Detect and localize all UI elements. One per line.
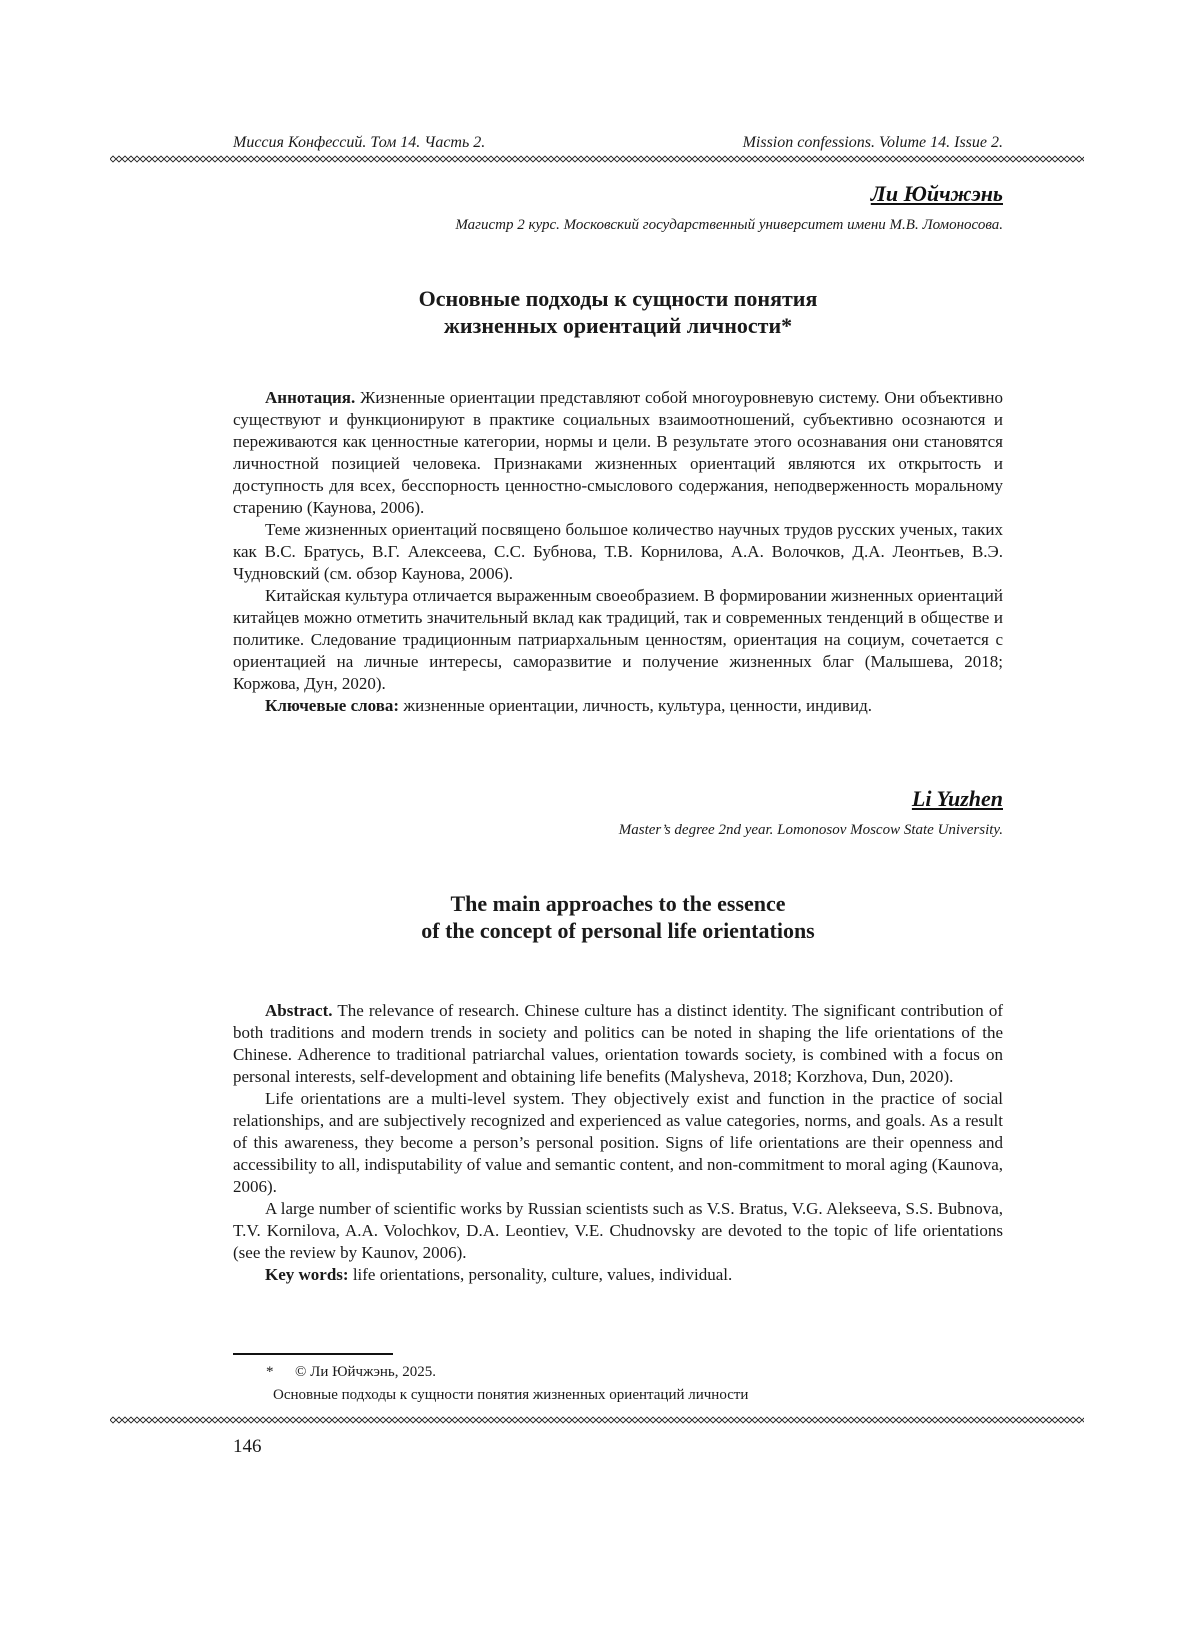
abstract-paragraph bbox=[233, 1000, 1003, 1088]
title-line: of the concept of personal life orientations bbox=[421, 918, 815, 943]
abstract-label: Abstract. bbox=[265, 1001, 333, 1020]
abstract-paragraph: A large number of scientific works by Russian scientists such as V.S. Bratus, V.G. Alekseeva, S.S. Bubnova, T.V. Kornilova, A.A. Volochkov, D.A. Leontiev, V.E. Chudnovsky are devoted to the topic of life orientations (see the review by Kaunov, 2006). bbox=[233, 1199, 1003, 1262]
abstract-text: The relevance of research. Chinese culture has a distinct identity. The significant contribution of both traditions and modern trends in society and politics can be noted in shaping the life orientations of the Chinese. Adherence to traditional patriarchal values, orientation towards society, is combined with a focus on personal interests, self-development and obtaining life benefits (Malysheva, 2018; Korzhova, Dun, 2020). bbox=[233, 1001, 1003, 1086]
author-name-en: Li Yuzhen bbox=[911, 786, 1003, 811]
abstract-paragraph bbox=[233, 387, 1003, 519]
ornament-divider-top bbox=[110, 155, 1084, 163]
title-line: жизненных ориентаций личности* bbox=[443, 313, 793, 338]
page-number: 146 bbox=[233, 1436, 262, 1457]
footnote-mark: * bbox=[266, 1364, 274, 1380]
keywords-label: Key words: bbox=[265, 1265, 349, 1284]
author-name-ru: Ли Юйчжэнь bbox=[870, 181, 1003, 206]
running-header-right: Mission confessions. Volume 14. Issue 2. bbox=[742, 134, 1003, 151]
title-line: The main approaches to the essence bbox=[450, 891, 786, 916]
keywords-text: life orientations, personality, culture, values, individual. bbox=[352, 1265, 733, 1284]
article-title-ru bbox=[233, 285, 1003, 339]
title-line: Основные подходы к сущности понятия bbox=[418, 286, 818, 311]
keywords-label: Ключевые слова: bbox=[265, 696, 400, 715]
keywords-paragraph bbox=[233, 695, 1003, 717]
ornament-divider-bottom bbox=[110, 1416, 1084, 1424]
keywords-text: жизненные ориентации, личность, культура, ценности, индивид. bbox=[403, 696, 872, 715]
footnote-title: Основные подходы к сущности понятия жизненных ориентаций личности bbox=[273, 1387, 749, 1403]
keywords-paragraph bbox=[233, 1264, 1003, 1286]
article-title-en bbox=[233, 890, 1003, 944]
abstract-paragraph: Теме жизненных ориентаций посвящено большое количество научных трудов русских ученых, таких как В.С. Братусь, В.Г. Алексеева, С.С. Бубнова, Т.В. Корнилова, А.А. Волочков, Д.А. Леонтьев, В.Э. Чудновский (см. обзор Каунова, 2006). bbox=[233, 520, 1003, 583]
running-header-left: Миссия Конфессий. Том 14. Часть 2. bbox=[233, 134, 486, 151]
abstract-en bbox=[233, 1000, 1003, 1286]
abstract-paragraph: Life orientations are a multi-level system. They objectively exist and function in the practice of social relationships, and are subjectively recognized and experienced as value categories, norms, and goals. As a result of this awareness, they become a person’s personal position. Signs of life orientations are their openness and accessibility to all, indisputability of value and semantic content, and non-commitment to moral aging (Kaunova, 2006). bbox=[233, 1089, 1004, 1196]
footnote-copyright bbox=[266, 1364, 437, 1381]
abstract-text: Жизненные ориентации представляют собой многоуровневую систему. Они объективно существуют и функционируют в практике социальных взаимоотношений, субъективно осознаются и переживаются как ценностные категории, нормы и цели. В результате этого осознавания они становятся личностной позицией человека. Признаками жизненных ориентаций являются их открытость и доступность для всех, бесспорность ценностно-смыслового содержания, неподверженность моральному старению (Каунова, 2006). bbox=[233, 388, 1003, 517]
author-affiliation-ru: Магистр 2 курс. Московский государственный университет имени М.В. Ломоносова. bbox=[455, 217, 1003, 233]
abstract-paragraph: Китайская культура отличается выраженным своеобразием. В формировании жизненных ориентаций китайцев можно отметить значительный вклад как традиций, так и современных тенденций в обществе и политике. Следование традиционным патриархальным ценностям, ориентация на социум, сочетается с ориентацией на личные интересы, саморазвитие и получение жизненных благ (Малышева, 2018; Коржова, Дун, 2020). bbox=[233, 586, 1003, 693]
abstract-label: Аннотация. bbox=[265, 388, 356, 407]
abstract-ru bbox=[233, 387, 1003, 717]
author-affiliation-en: Master’s degree 2nd year. Lomonosov Moscow State University. bbox=[618, 822, 1003, 838]
footnote-rule bbox=[233, 1353, 393, 1355]
footnote-text: © Ли Юйчжэнь, 2025. bbox=[295, 1364, 437, 1380]
